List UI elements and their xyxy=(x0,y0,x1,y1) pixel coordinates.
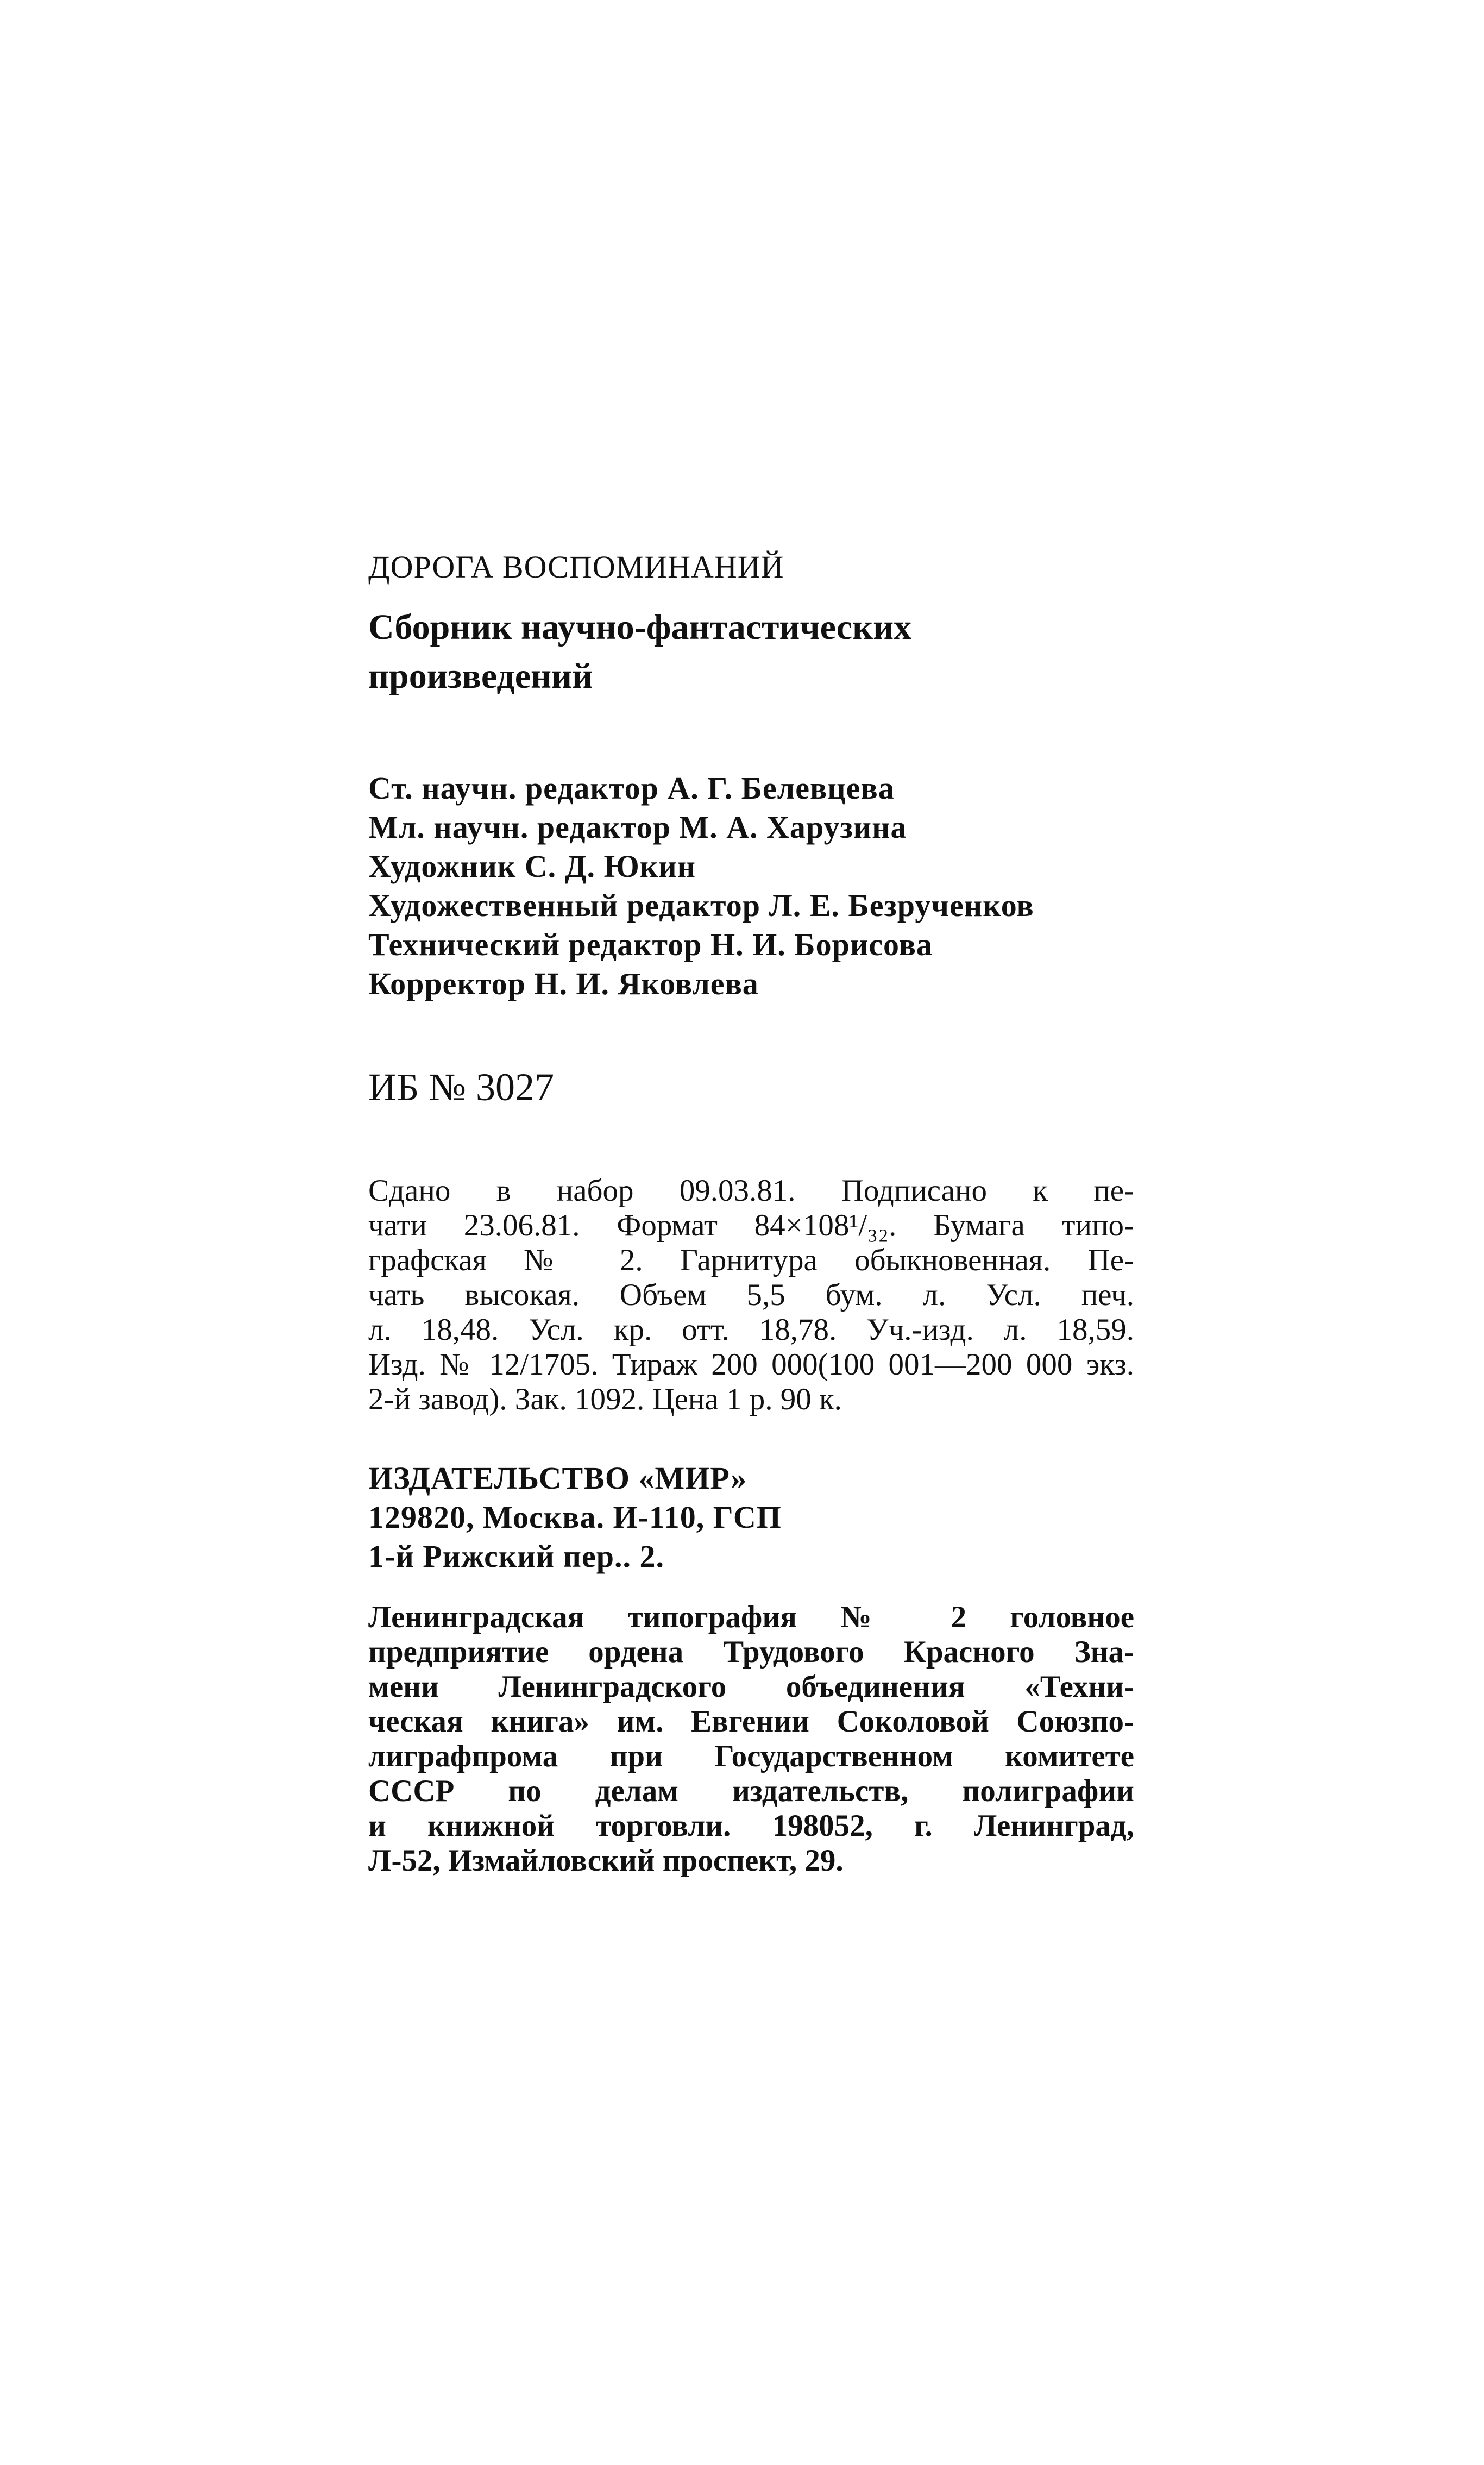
printer-line: предприятие ордена Трудового Красного Зна- xyxy=(368,1635,1134,1669)
credit-line: Художник С. Д. Юкин xyxy=(368,849,696,884)
publisher-name: ИЗДАТЕЛЬСТВО «МИР» xyxy=(368,1460,747,1496)
publisher-info xyxy=(368,1459,1134,1576)
imprint-line: л. 18,48. Усл. кр. отт. 18,78. Уч.-изд. л. 18,59. xyxy=(368,1313,1134,1347)
printer-line: ческая книга» им. Евгении Соколовой Союзпо- xyxy=(368,1704,1134,1739)
imprint-line: 2-й завод). Зак. 1092. Цена 1 р. 90 к. xyxy=(368,1382,842,1416)
printer-line: Ленинградская типография № 2 головное xyxy=(368,1600,1134,1634)
printer-info xyxy=(368,1600,1134,1878)
ib-number: ИБ № 3027 xyxy=(368,1065,555,1109)
imprint-line: Изд. № 12/1705. Тираж 200 000(100 001—200 000 экз. xyxy=(368,1347,1134,1382)
publisher-address: 129820, Москва. И-110, ГСП xyxy=(368,1500,782,1535)
credits-list xyxy=(368,769,1134,1003)
imprint-line: чать высокая. Объем 5,5 бум. л. Усл. печ. xyxy=(368,1278,1134,1312)
subtitle-line: произведений xyxy=(368,656,593,696)
credit-line: Технический редактор Н. И. Борисова xyxy=(368,927,933,962)
credit-line: Ст. научн. редактор А. Г. Белевцева xyxy=(368,770,895,806)
credit-line: Мл. научн. редактор М. А. Харузина xyxy=(368,810,907,845)
credit-line: Корректор Н. И. Яковлева xyxy=(368,966,759,1001)
printer-line: и книжной торговли. 198052, г. Ленинград, xyxy=(368,1809,1134,1843)
imprint-line: Сдано в набор 09.03.81. Подписано к пе- xyxy=(368,1174,1134,1208)
imprint-line: чати 23.06.81. Формат 84×108¹/₃₂. Бумага типо- xyxy=(368,1208,1134,1243)
imprint-details xyxy=(368,1174,1134,1417)
printer-line: лиграфпрома при Государственном комитете xyxy=(368,1739,1134,1773)
printer-line: Л-52, Измайловский проспект, 29. xyxy=(368,1843,844,1878)
subtitle-line: Сборник научно-фантастических xyxy=(368,607,912,647)
printer-line: мени Ленинградского объединения «Техни- xyxy=(368,1670,1134,1704)
imprint-line: графская № 2. Гарнитура обыкновенная. Пе- xyxy=(368,1243,1134,1277)
publisher-street: 1-й Рижский пер.. 2. xyxy=(368,1539,665,1574)
printer-line: СССР по делам издательств, полиграфии xyxy=(368,1774,1134,1808)
book-title: ДОРОГА ВОСПОМИНАНИЙ xyxy=(368,549,784,585)
credit-line: Художественный редактор Л. Е. Безрученков xyxy=(368,888,1034,923)
book-subtitle xyxy=(368,603,1134,701)
